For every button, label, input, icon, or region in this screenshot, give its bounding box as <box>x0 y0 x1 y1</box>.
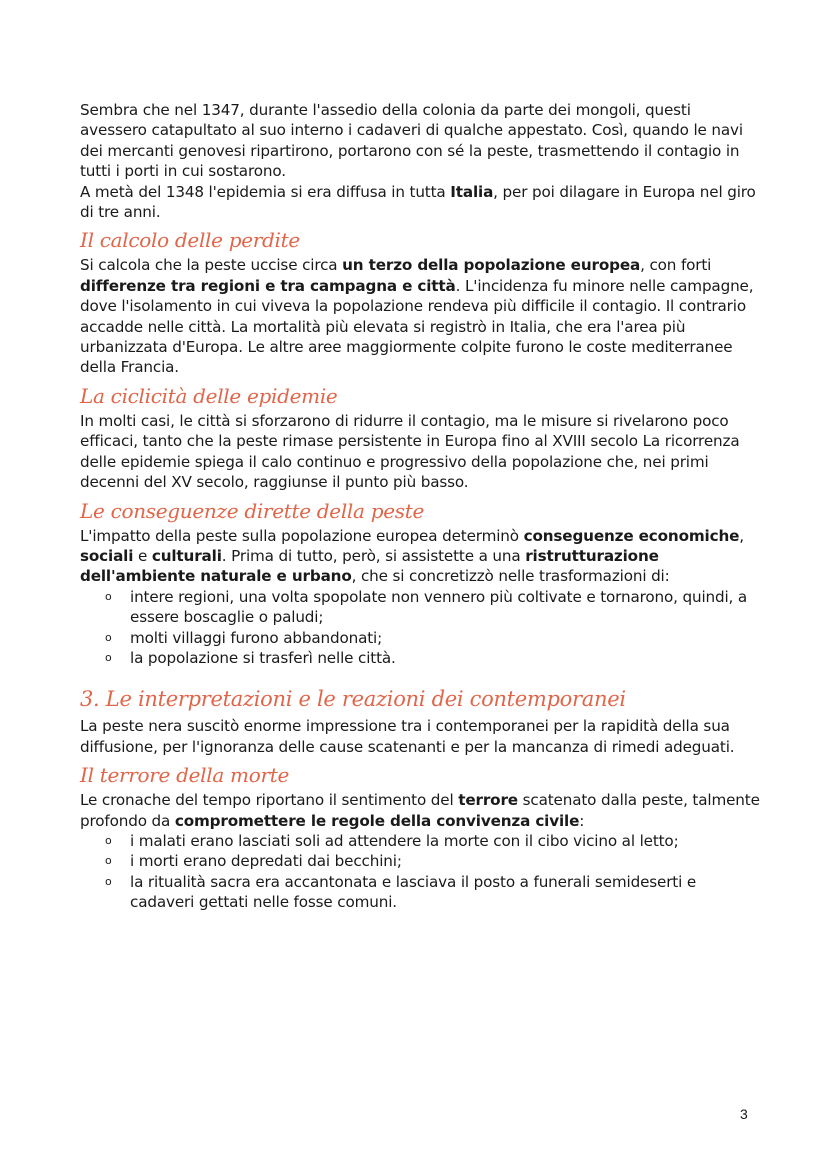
bullet-icon: o <box>105 854 112 868</box>
list-item <box>80 851 760 871</box>
text: : <box>579 811 585 830</box>
page-number: 3 <box>740 1106 748 1122</box>
text: Si calcola che la peste uccise circa <box>80 256 343 275</box>
heading-interpretazioni: 3. Le interpretazioni e le reazioni dei contemporanei <box>80 687 626 712</box>
bullet-icon: o <box>105 874 112 888</box>
text: L'impatto della peste sulla popolazione europea determinò <box>80 526 524 545</box>
paragraph-intro <box>80 100 760 222</box>
text: Sembra che nel 1347, durante l'assedio della colonia da parte dei mongoli, questi avessero catapultato al suo interno i cadaveri di qualche appestato. Così, quando le navi dei mercanti genovesi ripartirono, portarono con sé la peste, trasmettendo il contagio in tutti i porti in cui sostarono. <box>80 101 743 181</box>
list-item-text: i malati erano lasciati soli ad attendere la morte con il cibo vicino al letto; <box>130 831 679 850</box>
text: . L'incidenza fu minore nelle campagne, dove l'isolamento in cui viveva la popolazione rendeva più difficile il contagio. Il contrario accadde nelle città. La mortalità più elevata si registrò in Italia, che era l'area più urbanizzata d'Europa. Le altre aree maggiormente colpite furono le coste mediterranee della Francia. <box>80 276 754 377</box>
heading-ciclicita: La ciclicità delle epidemie <box>80 383 338 408</box>
list-terrore <box>80 831 760 913</box>
heading-conseguenze: Le conseguenze dirette della peste <box>80 498 424 523</box>
text: e <box>133 546 152 565</box>
bold-text: culturali <box>151 546 222 565</box>
list-item <box>80 628 760 648</box>
text: , per poi dilagare in Europa nel giro di tre anni. <box>80 182 756 222</box>
bold-text: conseguenze economiche <box>523 526 740 545</box>
paragraph-interpretazioni <box>80 716 760 757</box>
bold-text: sociali <box>80 546 134 565</box>
text: Le cronache del tempo riportano il sentimento del <box>80 791 459 810</box>
bullet-icon: o <box>105 650 112 664</box>
bold-text: Italia <box>450 182 494 201</box>
text: . Prima di tutto, però, si assistette a una <box>221 546 526 565</box>
list-item <box>80 587 760 628</box>
list-item-text: molti villaggi furono abbandonati; <box>130 628 383 647</box>
list-item <box>80 872 760 913</box>
bullet-icon: o <box>105 833 112 847</box>
list-item-text: la popolazione si trasferì nelle città. <box>130 648 396 667</box>
list-item-text: intere regioni, una volta spopolate non vennero più coltivate e tornarono, quindi, a essere boscaglie o paludi; <box>130 587 748 627</box>
paragraph-conseguenze <box>80 526 760 587</box>
bullet-icon: o <box>105 589 112 603</box>
list-item-text: la ritualità sacra era accantonata e lasciava il posto a funerali semideserti e cadaveri gettati nelle fosse comuni. <box>130 872 697 912</box>
text: , <box>739 526 744 545</box>
text: A metà del 1348 l'epidemia si era diffusa in tutta <box>80 182 451 201</box>
heading-terrore: Il terrore della morte <box>80 763 289 788</box>
bold-text: compromettere le regole della convivenza civile <box>174 811 580 830</box>
list-item <box>80 831 760 851</box>
text: scatenato dalla peste, talmente profondo da <box>80 791 760 830</box>
list-trasformazioni <box>80 587 760 669</box>
bold-text: differenze tra regioni e tra campagna e città <box>80 276 456 295</box>
paragraph-perdite <box>80 255 760 377</box>
paragraph-terrore <box>80 790 760 831</box>
text: In molti casi, le città si sforzarono di ridurre il contagio, ma le misure si rivelarono poco efficaci, tanto che la peste rimase persistente in Europa fino al XVIII secolo La ricorrenza delle epidemie spiega il calo continuo e progressivo della popolazione che, nei primi decenni del XV secolo, raggiunse il punto più basso. <box>80 411 740 492</box>
text: La peste nera suscitò enorme impressione tra i contemporanei per la rapidità della sua diffusione, per l'ignoranza delle cause scatenanti e per la mancanza di rimedi adeguati. <box>80 717 735 756</box>
text: , che si concretizzò nelle trasformazioni di: <box>351 567 670 586</box>
list-item <box>80 648 760 668</box>
page-content <box>80 100 760 913</box>
heading-calcolo-perdite: Il calcolo delle perdite <box>80 228 300 253</box>
list-item-text: i morti erano depredati dai becchini; <box>130 852 402 871</box>
text: , con forti <box>640 256 712 275</box>
paragraph-ciclicita <box>80 411 760 493</box>
bold-text: terrore <box>458 791 518 810</box>
bold-text: ristrutturazione dell'ambiente naturale e urbano <box>80 546 659 586</box>
bold-text: un terzo della popolazione europea <box>342 256 641 275</box>
bullet-icon: o <box>105 630 112 644</box>
